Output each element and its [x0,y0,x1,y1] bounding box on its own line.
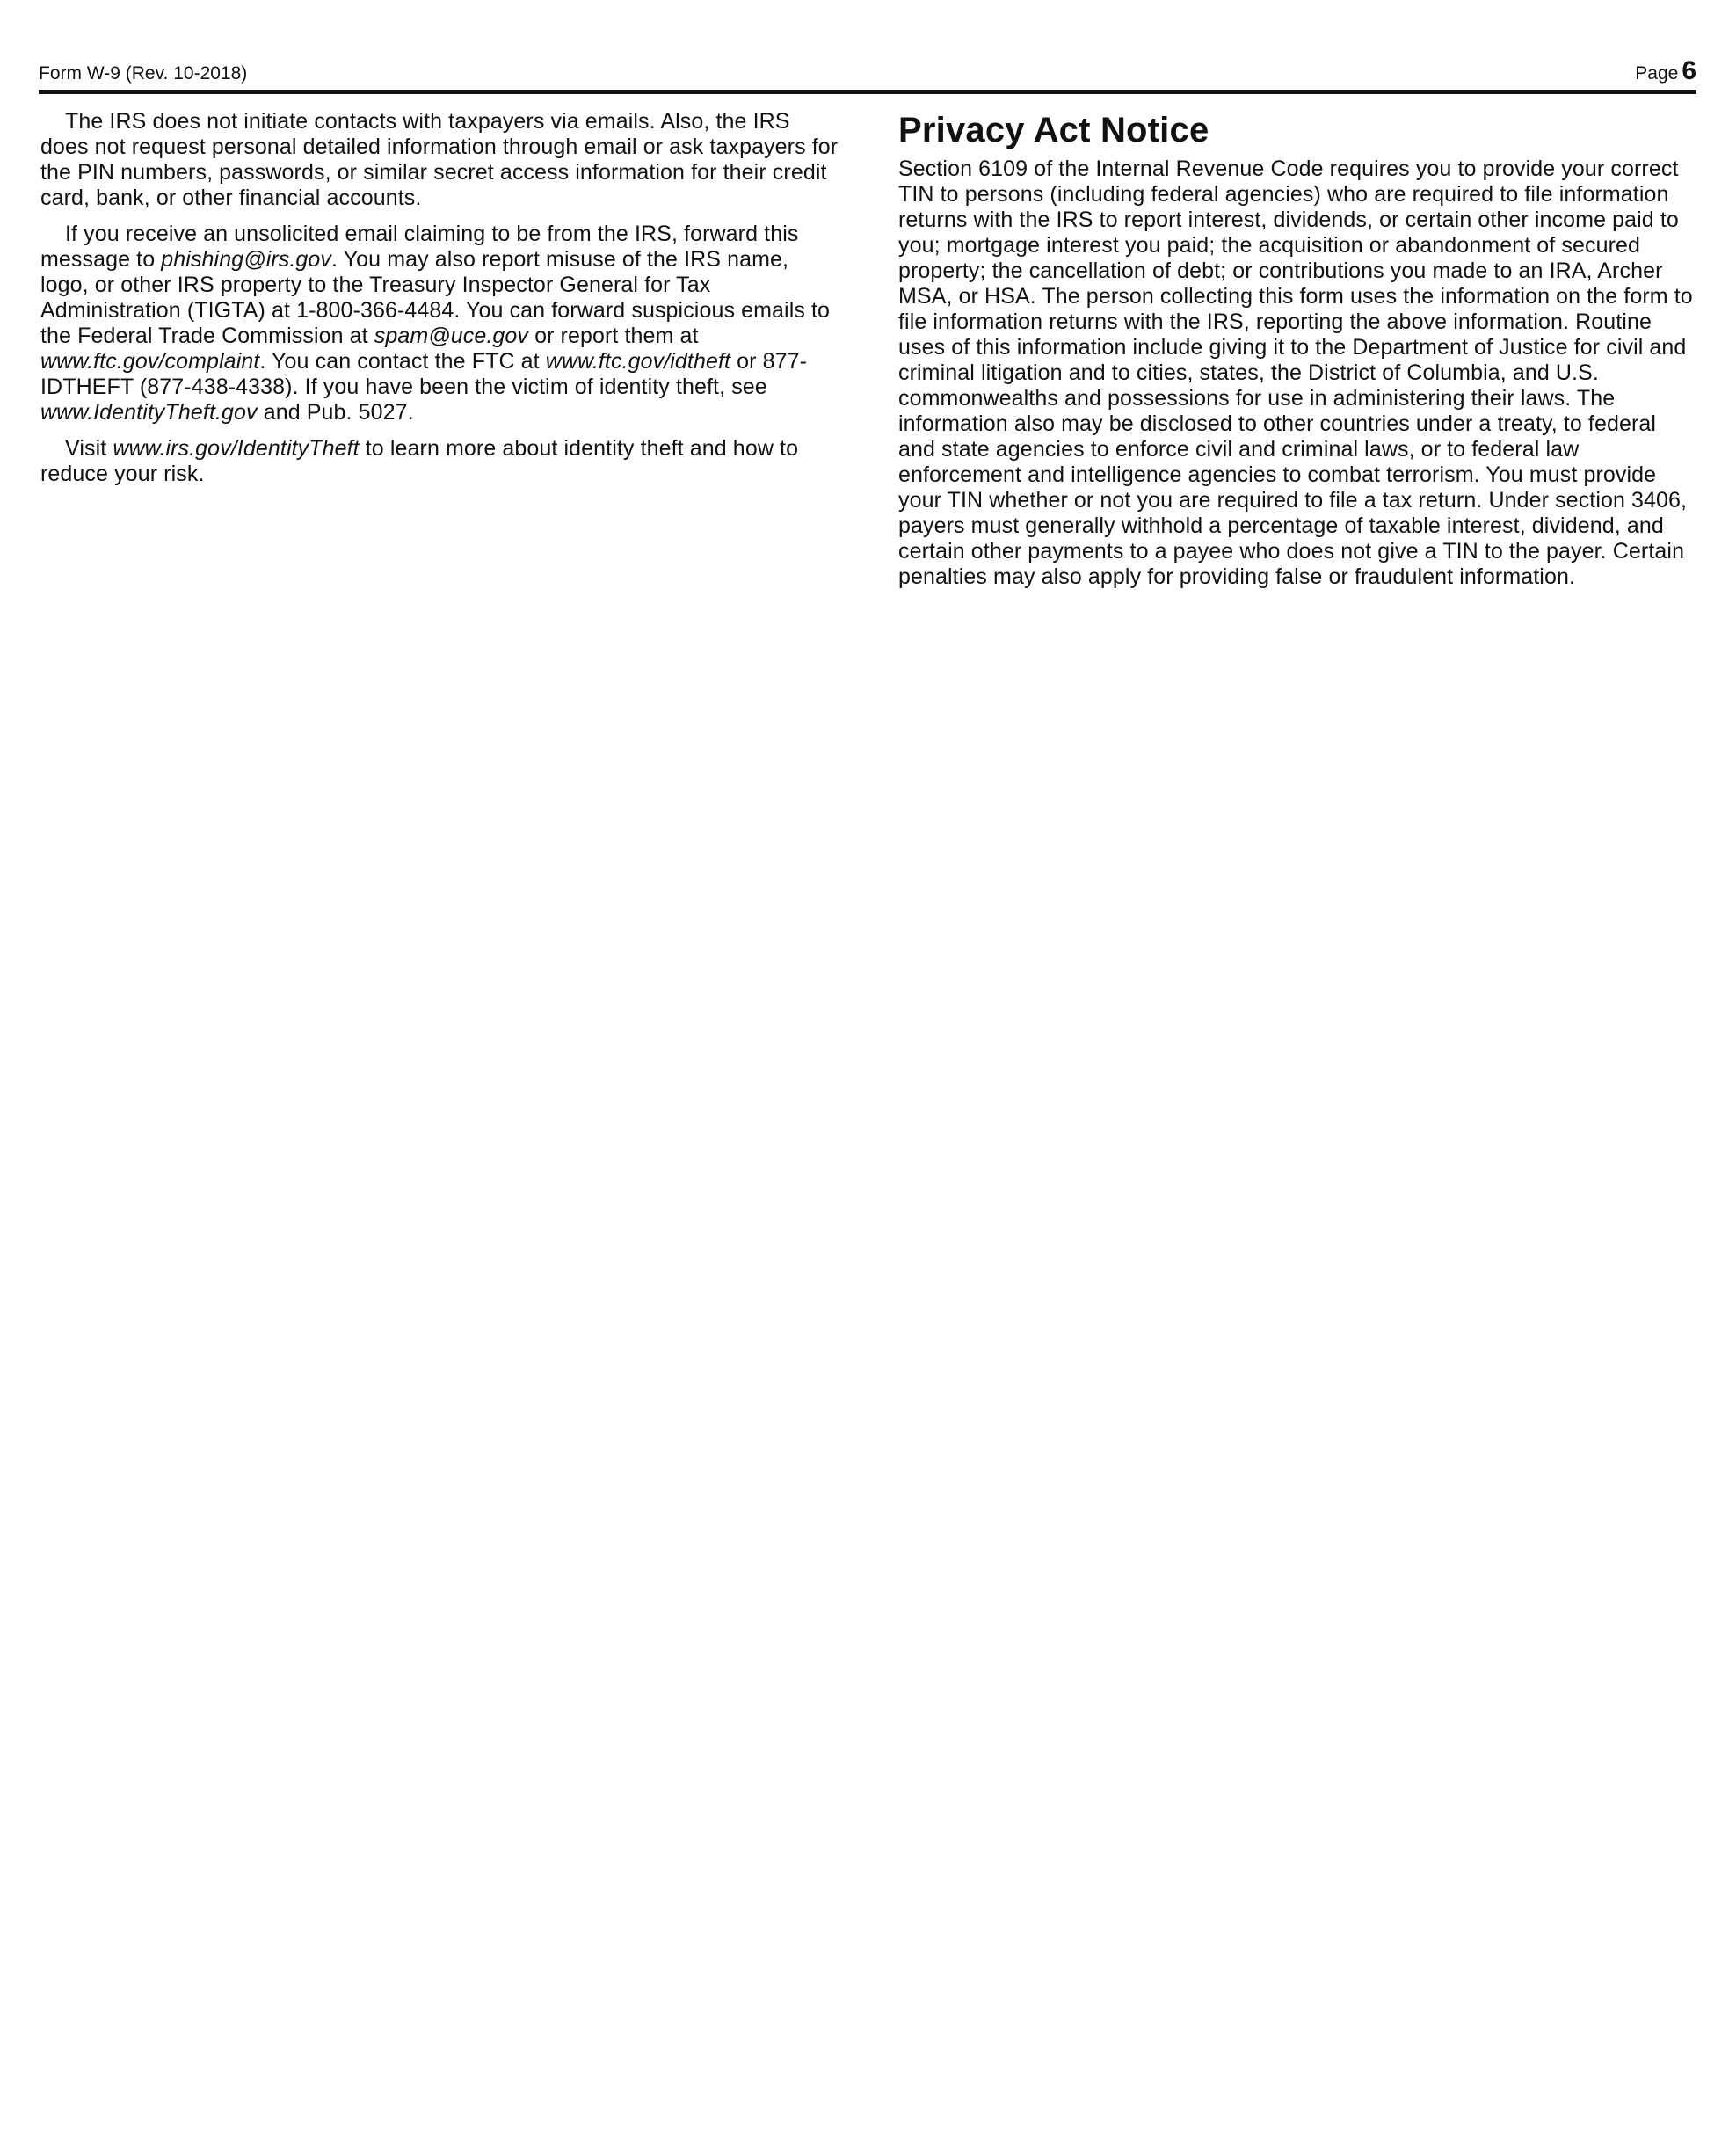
spam-email-link: spam@uce.gov [374,324,529,348]
ftc-complaint-link: www.ftc.gov/complaint [40,349,260,374]
text-segment: to learn more about identity theft and how to reduce your risk. [40,436,799,486]
text-segment: Visit [65,436,113,461]
right-column [898,109,1698,590]
form-identifier: Form W-9 (Rev. 10-2018) [39,63,248,84]
privacy-act-body: Section 6109 of the Internal Revenue Code requires you to provide your correct TIN to persons (including federal agencies) who are required to file information returns with the IRS to report interest, dividends, or certain other income paid to you; mortgage interest you paid; the acquisition or abandonment of secured property; the cancellation of debt; or contributions you made to an IRA, Archer MSA, or HSA. The person collecting this form uses the information on the form to file information returns with the IRS, reporting the above information. Routine uses of this information include giving it to the Department of Justice for civil and criminal litigation and to cities, states, the District of Columbia, and U.S. commonwealths and possessions for use in administering their laws. The information also may be disclosed to other countries under a treaty, to federal and state agencies to enforce civil and criminal laws, or to federal law enforcement and intelligence agencies to combat terrorism. You must provide your TIN whether or not you are required to file a tax return. Under section 3406, payers must generally withhold a percentage of taxable interest, dividend, and certain other payments to a payee who does not give a TIN to the payer. Certain penalties may also apply for providing false or fraudulent information. [898,156,1693,589]
text-segment: or 877-IDTHEFT (877-438-4338). If you have been the victim of identity theft, see [40,349,808,399]
text-segment: . You may also report misuse of the IRS name, logo, or other IRS property to the Treasury Inspector General for Tax Administration (TIGTA) at 1-800-366-4484. You can forward suspicious emails to the Federal Trade Commission at [40,247,831,348]
phishing-email-link: phishing@irs.gov [161,247,332,272]
text-segment: or report them at [528,324,699,348]
identitytheft-gov-link: www.IdentityTheft.gov [40,400,258,425]
page-label: Page [1635,63,1679,84]
page-header [39,51,1696,91]
text-segment: If you receive an unsolicited email claiming to be from the IRS, forward this message to [40,222,799,272]
text-segment: and Pub. 5027. [257,400,414,425]
privacy-act-heading: Privacy Act Notice [898,111,1209,149]
text-segment: . You can contact the FTC at [259,349,546,374]
irs-identitytheft-link: www.irs.gov/IdentityTheft [113,436,360,461]
header-rule [39,90,1696,94]
ftc-idtheft-link: www.ftc.gov/idtheft [545,349,731,374]
left-column [40,109,840,498]
page-indicator [1635,56,1696,86]
page-number: 6 [1682,56,1696,85]
identity-theft-paragraph [40,436,840,487]
phishing-report-paragraph [40,222,840,426]
irs-contact-paragraph: The IRS does not initiate contacts with taxpayers via emails. Also, the IRS does not request personal detailed information through email or ask taxpayers for the PIN numbers, passwords, or similar secret access information for their credit card, bank, or other financial accounts. [40,109,839,210]
